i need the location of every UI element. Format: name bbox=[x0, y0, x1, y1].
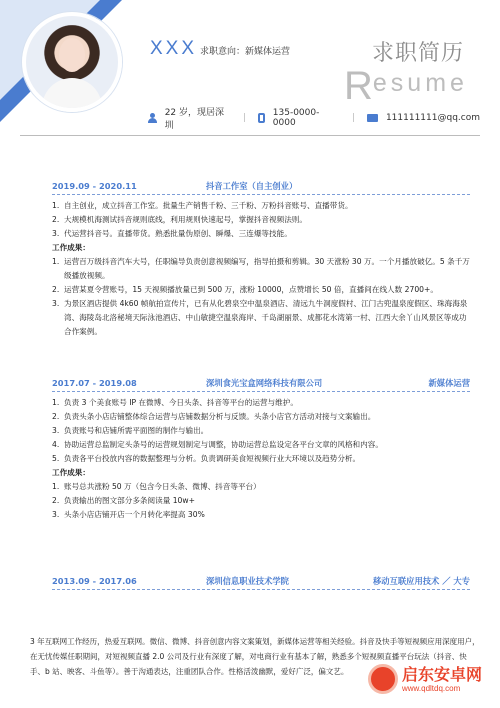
self-summary: 3 年互联网工作经历，热爱互联网。微信、微博、抖音创意内容文案策划，新媒体运营等相关经验。抖音及快手等短视频应用深度用户，在无忧传媒任职期间，对短视频直播 2.0 公司及行业有深度了解，对电商行业有基本了解，熟悉多个短视频直播平台玩法（抖音、快手、b 站、映客、斗鱼等）。善于沟通表达，注重团队合作。性格活泼幽默，爱好广泛，偏文艺。 bbox=[30, 637, 480, 676]
experience-1 bbox=[52, 180, 470, 339]
watermark-url: www.qdltdq.com bbox=[402, 683, 461, 693]
phone-icon bbox=[258, 113, 265, 123]
contact-email: 111111111@qq.com bbox=[367, 113, 480, 123]
watermark-logo-icon bbox=[368, 664, 398, 694]
list-item: 4. 协助运营总监制定头条号的运营规划制定与调整，协助运营总监设定各平台文章的风格和内容。 bbox=[52, 440, 383, 449]
list-item: 1. 负责 3 个美食账号 IP 在微博、今日头条、抖音等平台的运营与维护。 bbox=[52, 398, 298, 407]
watermark-name: 启东安卓网 bbox=[402, 664, 483, 684]
list-item: 2. 运营某夏令营账号，15 天视频播放量已到 500 万，涨粉 10000，点赞增长 50 倍，直播间在线人数 2700+。 bbox=[52, 285, 438, 294]
list-item: 2. 大规模机海测试抖音规则底线，利用规则快速起号，掌握抖音视频法则。 bbox=[52, 215, 307, 224]
duty-list bbox=[52, 199, 470, 241]
list-item: 1. 账号总共涨粉 50 万（包含今日头条、微博、抖音等平台） bbox=[52, 482, 261, 491]
results-list bbox=[52, 480, 470, 522]
divider bbox=[20, 135, 480, 136]
list-item: 2. 负责头条小店店铺整体综合运营与店铺数据分析与反馈。头条小店官方活动对接与文案输出。 bbox=[52, 412, 376, 421]
list-item: 3. 头条小店店铺开店一个月转化率提高 30% bbox=[52, 510, 205, 519]
contact-phone: 135-0000-0000 bbox=[258, 108, 340, 128]
list-item: 3. 代运营抖音号。直播带货。熟悉批量伪原创、瞬爆、三连爆等技能。 bbox=[52, 229, 292, 238]
list-item: 1. 自主创业，成立抖音工作室。批量生产销售千粉、三千粉、万粉抖音账号、直播带货。 bbox=[52, 201, 353, 210]
experience-header: 2019.09 - 2020.11 抖音工作室（自主创业） bbox=[52, 181, 298, 191]
contact-bar: 22 岁，现居深圳 | 135-0000-0000 | 111111111@qq.com bbox=[148, 108, 480, 128]
list-item: 1. 运营百万级抖音汽车大号，任职编导负责创意视频编写，指导拍摄和剪辑。30 天涨粉 30 万。一个月播放破亿。5 条千万级播放视频。 bbox=[52, 257, 470, 280]
results-list bbox=[52, 255, 470, 339]
experience-2 bbox=[52, 377, 470, 522]
duty-list bbox=[52, 396, 470, 466]
experience-header: 2017.07 - 2019.08 深圳食光宝盒网络科技有限公司 新媒体运营 bbox=[52, 378, 470, 388]
resume-title-cn: 求职简历 bbox=[372, 41, 465, 66]
list-item: 2. 负责输出的图文部分多条阅读量 10w+ bbox=[52, 496, 195, 505]
list-item: 5. 负责各平台投放内容的数据整理与分析。负责调研美食短视频行业大环境以及趋势分析。 bbox=[52, 454, 361, 463]
results-label: 工作成果： bbox=[52, 468, 90, 477]
candidate-name: XXX bbox=[150, 38, 198, 59]
person-icon bbox=[148, 113, 157, 123]
list-item: 3. 为景区酒店提供 4k60 帧航拍宣传片，已有从化碧泉空中温泉酒店、清远九牛洞度假村、江门古兜温泉度假区、珠海海泉湾、海陵岛北洛秘境天际泳池酒店、中山敏捷空温泉海岸、千岛湖丽景、成都花水湾第一村、江西大余丫山风景区等成功合作案例。 bbox=[52, 299, 468, 336]
watermark bbox=[368, 664, 482, 694]
mail-icon bbox=[367, 114, 378, 122]
contact-age-location: 22 岁，现居深圳 bbox=[148, 105, 231, 131]
avatar bbox=[22, 12, 122, 112]
resume-title-en: Resume bbox=[344, 64, 468, 108]
list-item: 3. 负责账号和店铺所需平面图的制作与输出。 bbox=[52, 426, 209, 435]
job-intent: 求职意向：新媒体运营 bbox=[200, 47, 291, 57]
education bbox=[52, 575, 470, 594]
results-label: 工作成果： bbox=[52, 243, 90, 252]
education-header: 2013.09 - 2017.06 深圳信息职业技术学院 移动互联应用技术 ／ 大专 bbox=[52, 576, 470, 586]
